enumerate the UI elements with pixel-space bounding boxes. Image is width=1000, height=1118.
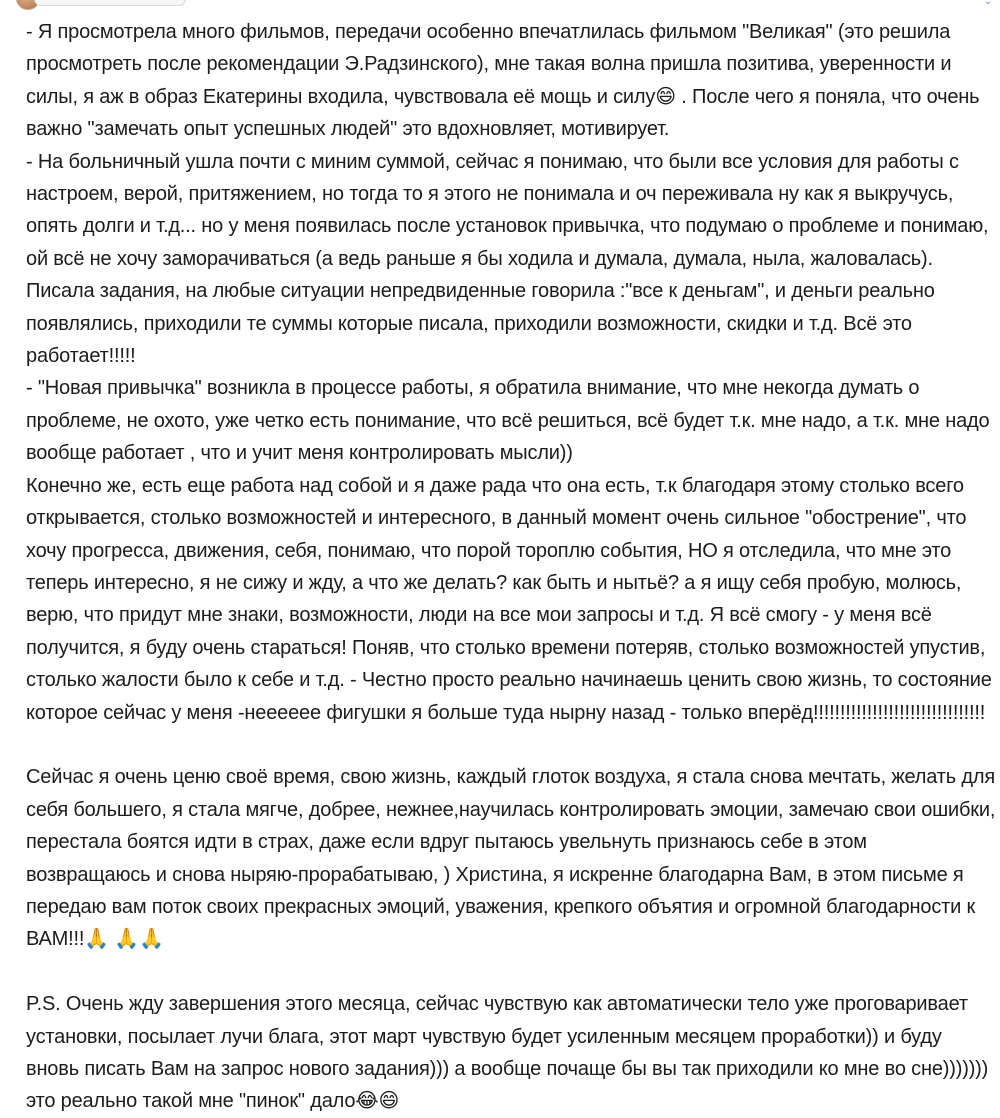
paragraph-self-work: Конечно же, есть еще работа над собой и я даже рада что она есть, т.к благодаря этому столько всего открывается, столько возможностей и интересного, в данный момент очень сильное "обострение", что хочу прогресса, движения, себя, понимаю, что порой тороплю события, НО я отследила, что мне это теперь интересно, я не сижу и жду, а что же делать? как быть и нытьё? а я ищу себя пробую, молюсь, верю, что придут мне знаки, возможности, люди на все мои запросы и т.д. Я всё смогу - у меня всё получится, я буду очень стараться! Поняв, что столько времени потеряв, столько возможностей упустив, столько жалости было к себе и т.д. - Честно просто реально начинаешь ценить свою жизнь, то состояние которое сейчас у меня -нееееее фигушки я больше туда нырну назад - только вперёд!!!!!!!!!!!!!!!!!!!!!!!!!!!!!!!! (26, 474, 992, 724)
post-header-strip (0, 0, 1000, 14)
corner-menu-icon[interactable]: ⌄ (984, 0, 993, 7)
paragraph-film-impression: - Я просмотрела много фильмов, передачи особенно впечатлилась фильмом "Великая" (это решила просмотреть после рекомендации Э.Радзинского), мне такая волна пришла позитива, уверенности и силы, я аж в образ Екатерины входила, чувствовала её мощь и силу😄 . После чего я поняла, что очень важно "замечать опыт успешных людей" это вдохновляет, мотивирует. (26, 21, 980, 141)
paragraph-gap (26, 956, 996, 988)
paragraph-gap (26, 729, 996, 761)
author-name-pill[interactable] (34, 0, 186, 6)
paragraph-new-habit: - "Новая привычка" возникла в процессе работы, я обратила внимание, что мне некогда думать о проблеме, не охото, уже четко есть понимание, что всё решиться, всё будет т.к. мне надо, а т.к. мне надо вообще работает , что и учит меня контролировать мысли)) (26, 377, 990, 465)
paragraph-sick-leave: - На больничный ушла почти с миним суммой, сейчас я понимаю, что были все условия для работы с настроем, верой, притяжением, но тогда то я этого не понимала и оч переживала ну как я выкручусь, опять долги и т.д... но у меня появилась после установок привычка, что подумаю о проблеме и понимаю, ой всё не хочу заморачиваться (а ведь раньше я бы ходила и думала, думала, ныла, жаловалась). Писала задания, на любые ситуации непредвиденные говорила :"все к деньгам", и деньги реально появлялись, приходили те суммы которые писала, приходили возможности, скидки и т.д. Всё это работает!!!!! (26, 150, 989, 368)
paragraph-postscript: P.S. Очень жду завершения этого месяца, сейчас чувствую как автоматически тело уже проговаривает установки, посылает лучи блага, этот март чувствую будет усиленным месяцем проработки)) и буду вновь писать Вам на запрос нового задания))) а вообще почаще бы вы так приходили ко мне во сне))))))) это реально такой мне "пинок" дало😂😄 (26, 993, 989, 1113)
paragraph-gratitude: Сейчас я очень ценю своё время, свою жизнь, каждый глоток воздуха, я стала снова мечтать, желать для себя большего, я стала мягче, добрее, нежнее,научилась контролировать эмоции, замечаю свои ошибки, перестала боятся идти в страх, даже если вдруг пытаюсь увельнуть признаюсь себе в этом возвращаюсь и снова ныряю-прорабатываю, ) Христина, я искренне благодарна Вам, в этом письме я передаю вам поток своих прекрасных эмоций, уважения, крепкого объятия и огромной благодарности к ВАМ!!!🙏 🙏🙏 (26, 766, 996, 951)
post-body (26, 16, 996, 1118)
